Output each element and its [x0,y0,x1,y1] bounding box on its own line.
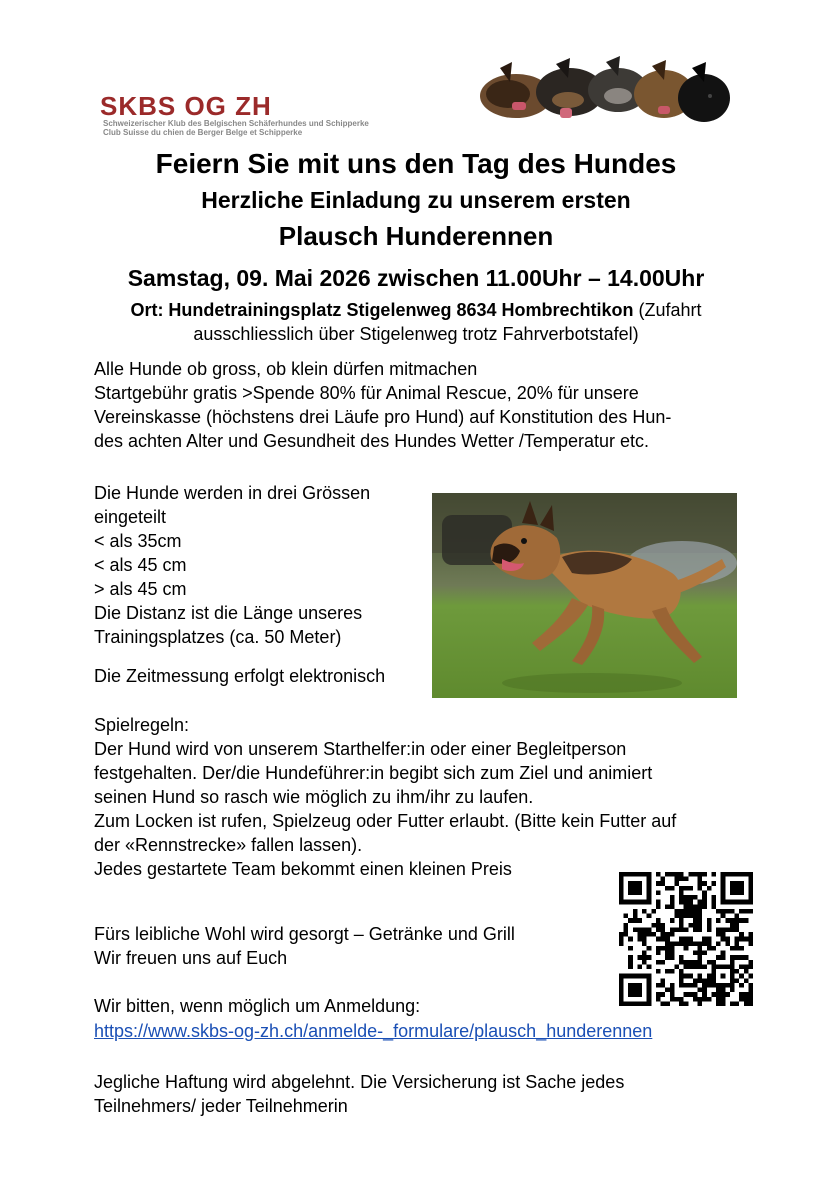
invitation-subtitle: Herzliche Einladung zu unserem ersten [201,187,631,213]
event-location [0,298,832,322]
location-note-2: ausschliesslich über Stigelenweg trotz Fahrverbotstafel) [193,324,639,344]
rule-line: der «Rennstrecke» fallen lassen). [94,835,363,855]
page-title: Feiern Sie mit uns den Tag des Hundes [155,148,677,179]
food-line: Fürs leibliche Wohl wird gesorgt – Getränke und Grill [94,924,515,944]
location-address: Ort: Hundetrainingsplatz Stigelenweg 8634 Hombrechtikon [130,300,634,320]
size-line: < als 45 cm [94,555,187,575]
intro-line: Alle Hunde ob gross, ob klein dürfen mitmachen [94,359,478,379]
event-name: Plausch Hunderennen [278,221,554,251]
intro-line: Vereinskasse (höchstens drei Läufe pro Hund) auf Konstitution des Hun- [94,407,672,427]
liability-note [94,1070,624,1118]
liability-line: Jegliche Haftung wird abgelehnt. Die Versicherung ist Sache jedes [94,1072,625,1092]
intro-line: des achten Alter und Gesundheit des Hundes Wetter /Temperatur etc. [94,431,649,451]
timing-note: Die Zeitmessung erfolgt elektronisch [94,666,386,686]
location-note-1: (Zufahrt [633,300,702,320]
rule-line: festgehalten. Der/die Hundeführer:in begibt sich zum Ziel und animiert [94,763,653,783]
rule-line: Jedes gestartete Team bekommt einen kleinen Preis [94,859,512,879]
intro-line: Startgebühr gratis >Spende 80% für Animal Rescue, 20% für unsere [94,383,639,403]
size-line: eingeteilt [94,507,167,527]
club-subtitle-de: Schweizerischer Klub des Belgischen Schäferhundes und Schipperke [103,119,369,128]
size-categories [94,481,370,649]
size-line: Die Distanz ist die Länge unseres [94,603,363,623]
dog-heads-image [478,56,730,138]
food-line: Wir freuen uns auf Euch [94,948,288,968]
running-dog-photo [432,493,737,698]
liability-line: Teilnehmers/ jeder Teilnehmerin [94,1096,348,1116]
intro-paragraph [94,357,671,453]
rules-heading: Spielregeln: [94,715,190,735]
size-line: Die Hunde werden in drei Grössen [94,483,371,503]
registration-text: Wir bitten, wenn möglich um Anmeldung: [94,996,421,1016]
game-rules [94,713,676,881]
size-line: Trainingsplatzes (ca. 50 Meter) [94,627,342,647]
registration-link[interactable]: https://www.skbs-og-zh.ch/anmelde-_formulare/plausch_hunderennen [94,1021,653,1041]
club-logo-text: SKBS OG ZH [100,91,272,121]
event-date: Samstag, 09. Mai 2026 zwischen 11.00Uhr – 14.00Uhr [127,265,705,291]
size-line: < als 35cm [94,531,182,551]
food-note [94,922,515,970]
rule-line: Der Hund wird von unserem Starthelfer:in oder einer Begleitperson [94,739,627,759]
size-line: > als 45 cm [94,579,187,599]
registration-qr-code[interactable] [618,872,754,1006]
rule-line: Zum Locken ist rufen, Spielzeug oder Futter erlaubt. (Bitte kein Futter auf [94,811,677,831]
rule-line: seinen Hund so rasch wie möglich zu ihm/ihr zu laufen. [94,787,534,807]
club-subtitle-fr: Club Suisse du chien de Berger Belge et Schipperke [103,128,303,137]
